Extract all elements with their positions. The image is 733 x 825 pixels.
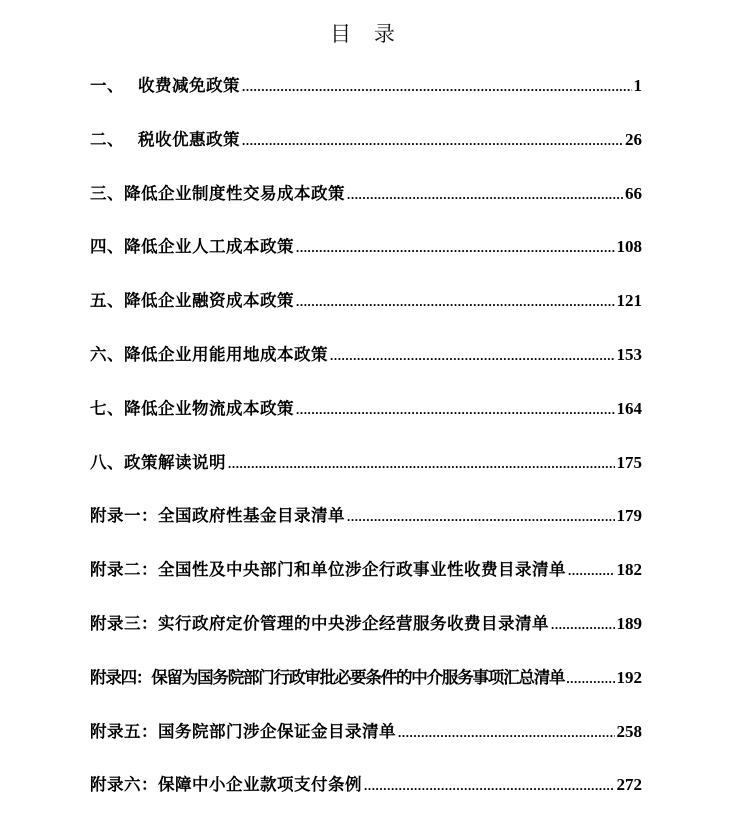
page-number: 272 (616, 775, 642, 795)
toc-entry-2[interactable] (90, 124, 642, 178)
page-number: 192 (616, 667, 642, 687)
dot-leader (347, 179, 623, 211)
page-number: 189 (616, 613, 642, 633)
toc-entry-appendix-5[interactable] (90, 716, 642, 770)
dot-leader (296, 286, 615, 318)
dot-leader (364, 770, 615, 802)
entry-number: 附录二： (90, 560, 158, 580)
toc-entry-appendix-4[interactable] (90, 662, 642, 716)
toc-entry-appendix-1[interactable] (90, 500, 642, 554)
toc-entry-7[interactable] (90, 393, 642, 447)
entry-number: 附录四： (90, 667, 152, 687)
entry-title: 保障中小企业款项支付条例 (158, 775, 362, 795)
entry-title: 全国性及中央部门和单位涉企行政事业性收费目录清单 (158, 560, 566, 580)
toc-entry-appendix-2[interactable] (90, 554, 642, 608)
page-number: 179 (616, 506, 642, 526)
entry-number: 八、 (90, 452, 124, 472)
page-number: 182 (616, 560, 642, 580)
toc-entry-3[interactable] (90, 178, 642, 232)
entry-number: 附录六： (90, 775, 158, 795)
dot-leader (551, 609, 615, 641)
page-number: 258 (616, 721, 642, 741)
page-number: 175 (616, 452, 642, 472)
entry-number: 一、 (90, 76, 124, 95)
entry-title: 降低企业人工成本政策 (124, 237, 294, 257)
toc-entry-appendix-6[interactable] (90, 769, 642, 823)
entry-number: 四、 (90, 237, 124, 257)
entry-title: 降低企业用能用地成本政策 (124, 344, 328, 364)
page-number: 121 (616, 291, 642, 311)
dot-leader (296, 394, 615, 426)
entry-number: 附录五： (90, 721, 158, 741)
entry-title: 降低企业制度性交易成本政策 (124, 183, 345, 203)
entry-number: 附录一： (90, 506, 158, 526)
entry-number: 七、 (90, 398, 124, 418)
dot-leader (568, 555, 615, 587)
page-number: 164 (616, 398, 642, 418)
dot-leader (347, 501, 615, 533)
page-number: 153 (616, 344, 642, 364)
page-number: 1 (633, 76, 642, 95)
dot-leader (242, 71, 632, 103)
entry-number: 二、 (90, 129, 124, 149)
dot-leader (296, 232, 615, 264)
entry-number: 六、 (90, 344, 124, 364)
toc-entry-8[interactable] (90, 447, 642, 501)
toc-entry-1[interactable] (90, 70, 642, 124)
toc-entry-appendix-3[interactable] (90, 608, 642, 662)
entry-number: 附录三： (90, 613, 158, 633)
entry-title: 收费减免政策 (138, 76, 240, 95)
toc-title: 目 录 (330, 22, 403, 46)
entry-title: 保留为国务院部门行政审批必要条件的中介服务事项汇总清单 (151, 667, 565, 687)
entry-title: 政策解读说明 (124, 452, 226, 472)
toc-entry-4[interactable] (90, 231, 642, 285)
entry-title: 降低企业物流成本政策 (124, 398, 294, 418)
entry-number: 五、 (90, 291, 124, 311)
entry-title: 降低企业融资成本政策 (124, 291, 294, 311)
dot-leader (242, 125, 623, 157)
toc-entry-5[interactable] (90, 285, 642, 339)
entry-title: 税收优惠政策 (138, 129, 240, 149)
page-number: 108 (616, 237, 642, 257)
toc-entry-6[interactable] (90, 339, 642, 393)
entry-title: 实行政府定价管理的中央涉企经营服务收费目录清单 (158, 613, 549, 633)
dot-leader (330, 340, 615, 372)
entry-title: 全国政府性基金目录清单 (158, 506, 345, 526)
dot-leader (228, 448, 615, 480)
dot-leader (398, 717, 615, 749)
entry-title: 国务院部门涉企保证金目录清单 (158, 721, 396, 741)
entry-number: 三、 (90, 183, 124, 203)
page-number: 26 (625, 129, 642, 149)
dot-leader (566, 663, 614, 695)
table-of-contents (90, 70, 642, 823)
page-number: 66 (625, 183, 642, 203)
